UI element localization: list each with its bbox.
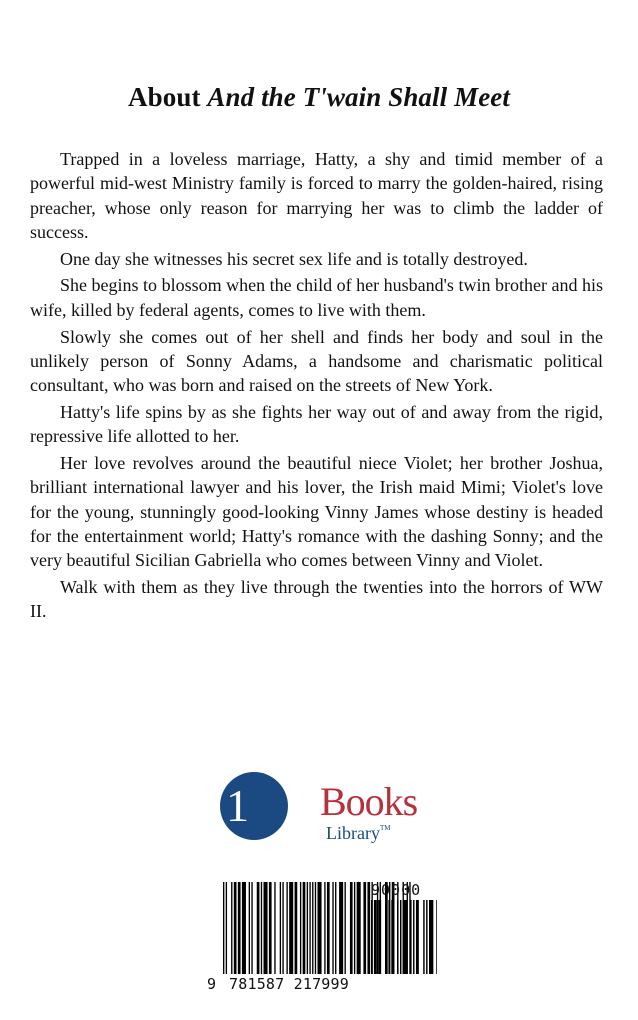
barcode-bar	[234, 882, 237, 974]
barcode-bar	[426, 900, 427, 974]
barcode-bar	[388, 900, 389, 974]
barcode-bar	[307, 882, 308, 974]
barcode-bar	[274, 882, 275, 974]
logo-library	[326, 822, 390, 844]
barcode-bar	[397, 900, 398, 974]
barcode-bar	[289, 882, 293, 974]
synopsis	[30, 147, 603, 626]
book-title: And the T'wain Shall Meet	[207, 82, 510, 112]
barcode-bar	[324, 882, 325, 974]
barcode-bar	[436, 900, 437, 974]
publisher-logo	[220, 772, 430, 850]
barcode-bar	[286, 882, 287, 974]
barcode-bar	[231, 882, 232, 974]
barcode-bar	[413, 900, 414, 974]
barcode-bar	[357, 882, 361, 974]
barcode-bar	[354, 882, 355, 974]
title-prefix: About	[128, 82, 208, 112]
price-addon-digits: 90000	[371, 881, 422, 899]
logo-1st-suffix: st	[247, 780, 274, 831]
synopsis-paragraph: Trapped in a loveless marriage, Hatty, a shy and timid member of a powerful mid-west Ministry family is forced to marry the golden-haired, rising preacher, whose only reason for marrying her was to climb the ladder of success.	[30, 149, 603, 242]
barcode-bar	[249, 882, 250, 974]
logo-books: Books	[320, 779, 418, 824]
barcode-bar	[335, 882, 336, 974]
isbn-digits: 781587 217999	[229, 975, 349, 993]
synopsis-paragraph: Her love revolves around the beautiful niece Violet; her brother Joshua, brilliant international lawyer and his lover, the Irish maid Mimi; Violet's love for the young, stunningly good-looking Vinny James whose destiny is headed for the entertainment world; Hatty's romance with the dashing Sonny; and the very beautiful Sicilian Gabriella who comes between Vinny and Violet.	[30, 453, 603, 571]
barcode-bar	[257, 882, 260, 974]
synopsis-paragraph: Hatty's life spins by as she fights her way out of and away from the rigid, repressive life allotted to her.	[30, 401, 603, 447]
barcode-bar	[423, 900, 424, 974]
barcode-bar	[367, 882, 370, 974]
barcode-bar	[350, 882, 353, 974]
barcode-bar	[339, 882, 343, 974]
logo-library-text: Library	[326, 823, 380, 843]
synopsis-paragraph: Walk with them as they live through the twenties into the horrors of WW II.	[30, 577, 603, 622]
logo-1st-digit: 1	[226, 780, 247, 831]
logo-trademark: TM	[379, 824, 391, 832]
isbn-barcode	[205, 882, 437, 994]
barcode-bar	[309, 882, 310, 974]
barcode-bar	[416, 900, 419, 974]
barcode-bar	[312, 882, 313, 974]
barcode-bar	[371, 900, 372, 974]
barcode-bar	[378, 900, 381, 974]
barcode-bar	[374, 900, 377, 974]
barcode-bar	[315, 882, 316, 974]
barcode-bar	[318, 882, 322, 974]
barcode-bar	[345, 882, 346, 974]
synopsis-paragraph: She begins to blossom when the child of her husband's twin brother and his wife, killed by federal agents, comes to live with them.	[30, 275, 603, 320]
page-title	[0, 80, 638, 114]
barcode-bar	[295, 882, 298, 974]
barcode-bar	[363, 882, 366, 974]
barcode-bar	[403, 900, 407, 974]
barcode-bar	[226, 882, 227, 974]
synopsis-paragraph: One day she witnesses his secret sex life and is totally destroyed.	[60, 248, 528, 269]
barcode-bar	[332, 882, 333, 974]
isbn-first-digit: 9	[207, 975, 217, 993]
barcode-bar	[386, 900, 387, 974]
barcode-bar	[410, 900, 411, 974]
barcode-bar	[261, 882, 262, 974]
barcode-bar	[251, 882, 252, 974]
barcode-bar	[391, 900, 394, 974]
barcode-bar	[300, 882, 301, 974]
barcode-bar	[238, 882, 241, 974]
barcode-bar	[242, 882, 246, 974]
barcode-bar	[223, 882, 224, 974]
barcode-bar	[282, 882, 283, 974]
barcode-bar	[400, 900, 401, 974]
barcode-bar	[429, 900, 433, 974]
logo-1st	[226, 776, 274, 836]
barcode-bar	[269, 882, 272, 974]
barcode-bar	[327, 882, 330, 974]
barcode-bar	[264, 882, 268, 974]
synopsis-paragraph: Slowly she comes out of her shell and finds her body and soul in the unlikely person of Sonny Adams, a handsome and charismatic political consultant, who was born and raised on the streets of New York.	[30, 326, 603, 396]
barcode-bar	[303, 882, 306, 974]
barcode-bar	[280, 882, 281, 974]
